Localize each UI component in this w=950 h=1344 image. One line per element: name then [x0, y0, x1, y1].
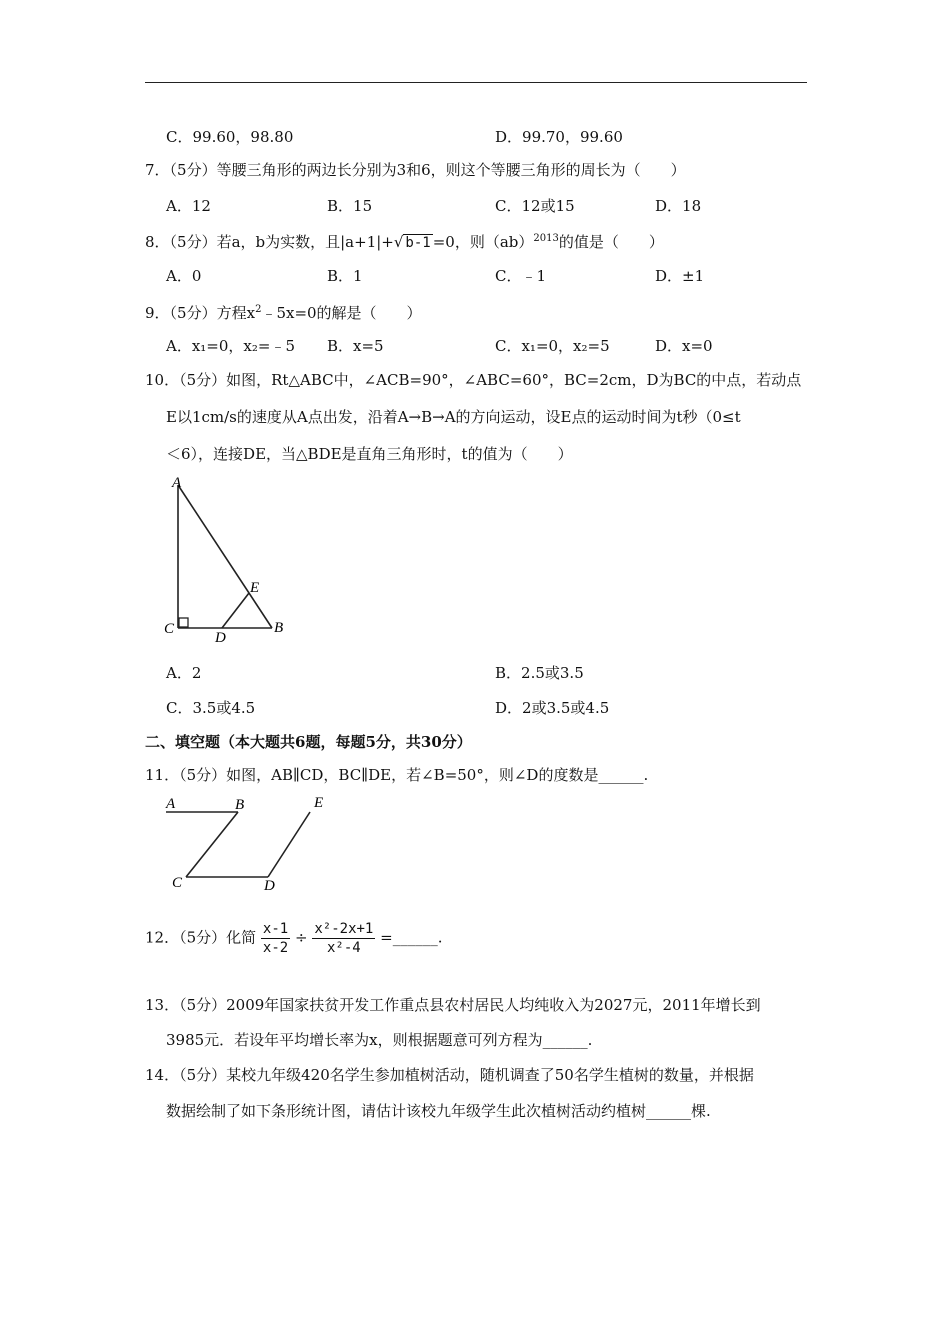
q8-stem — [145, 229, 664, 253]
header-rule — [145, 82, 807, 83]
q8-exponent: 2013 — [533, 233, 559, 244]
q8-option-a: A．0 — [166, 267, 202, 285]
q8-option-d: D．±1 — [655, 267, 705, 285]
q10-label-c: C — [164, 621, 175, 637]
q10-stem-line3: ＜6），连接DE，当△BDE是直角三角形时，t的值为（ ） — [166, 445, 573, 463]
q13-stem-line1: 13．（5分）2009年国家扶贫开发工作重点县农村居民人均纯收入为2027元，2011年增长到 — [145, 996, 761, 1014]
q10-label-b: B — [274, 620, 284, 636]
q7-option-a: A．12 — [166, 197, 211, 215]
q10-stem-line2: E以1cm/s的速度从A点出发，沿着A→B→A的方向运动，设E点的运动时间为t秒（0≤t — [166, 408, 741, 426]
q10-right-angle-mark — [179, 618, 188, 627]
q7-stem: 7．（5分）等腰三角形的两边长分别为3和6，则这个等腰三角形的周长为（ ） — [145, 161, 686, 179]
q11-stem: 11．（5分）如图，AB∥CD，BC∥DE，若∠B=50°，则∠D的度数是______. — [145, 766, 649, 784]
q11-line-bc — [186, 812, 238, 877]
q11-label-d: D — [264, 878, 275, 894]
q10-option-c: C．3.5或4.5 — [166, 699, 256, 717]
q9-option-d: D．x=0 — [655, 337, 713, 355]
q10-stem-line1: 10．（5分）如图，Rt△ABC中，∠ACB=90°，∠ABC=60°，BC=2cm，D为BC的中点，若动点 — [145, 371, 802, 389]
q8-stem-pre: 8．（5分）若a，b为实数，且|a+1|+√ — [145, 233, 404, 251]
q7-option-c: C．12或15 — [495, 197, 575, 215]
q10-option-b: B．2.5或3.5 — [495, 664, 584, 682]
q11-line-de — [268, 812, 310, 877]
q9-exponent: 2 — [255, 304, 262, 315]
q11-label-a: A — [166, 796, 176, 812]
q10-label-e: E — [250, 580, 260, 596]
q7-option-d: D．18 — [655, 197, 702, 215]
q12-prefix: 12．（5分）化简 — [145, 928, 257, 947]
q8-stem-post: =0，则（ab） — [432, 233, 534, 251]
q10-triangle-figure — [160, 470, 300, 645]
q9-stem-pre: 9．（5分）方程x — [145, 304, 256, 322]
q7-option-b: B．15 — [327, 197, 373, 215]
q8-radicand: b-1 — [405, 235, 431, 251]
q9-stem-post: ﹣5x=0的解是（ ） — [261, 304, 422, 322]
q12-fraction-2-denominator: x²-4 — [327, 940, 361, 956]
q14-stem-line2: 数据绘制了如下条形统计图，请估计该校九年级学生此次植树活动约植树______棵. — [166, 1102, 711, 1120]
q12-fraction-1 — [261, 920, 290, 957]
q8-option-c: C．﹣1 — [495, 267, 547, 285]
q10-label-d: D — [215, 630, 226, 645]
q8-stem-end: 的值是（ ） — [558, 233, 664, 251]
q10-segment-de — [222, 593, 249, 628]
q13-stem-line2: 3985元．若设年平均增长率为x，则根据题意可列方程为______. — [166, 1031, 593, 1049]
q12-divide-sign: ÷ — [295, 928, 308, 947]
q9-option-a: A．x₁=0，x₂=﹣5 — [166, 337, 296, 355]
q10-option-a: A．2 — [166, 664, 202, 682]
q6-option-d: D．99.70，99.60 — [495, 128, 623, 146]
q12-stem — [145, 920, 443, 957]
q6-option-c: C．99.60，98.80 — [166, 128, 294, 146]
q12-fraction-1-denominator: x-2 — [262, 940, 289, 956]
q11-label-c: C — [172, 875, 183, 891]
q9-option-c: C．x₁=0，x₂=5 — [495, 337, 610, 355]
q11-label-e: E — [314, 795, 324, 811]
q9-option-b: B．x=5 — [327, 337, 384, 355]
q8-option-b: B．1 — [327, 267, 363, 285]
section-2-title: 二、填空题（本大题共6题，每题5分，共30分） — [145, 733, 472, 751]
q12-fraction-1-numerator: x-1 — [262, 921, 289, 937]
q12-fraction-2-numerator: x²-2x+1 — [314, 921, 374, 937]
q11-parallel-figure — [160, 790, 340, 895]
q10-label-a: A — [172, 475, 182, 491]
q11-label-b: B — [235, 797, 245, 813]
q12-suffix: =______. — [380, 928, 443, 947]
q10-side-ab — [178, 485, 272, 628]
q12-fraction-2 — [312, 920, 375, 957]
q9-stem — [145, 300, 422, 323]
q10-option-d: D．2或3.5或4.5 — [495, 699, 610, 717]
q14-stem-line1: 14．（5分）某校九年级420名学生参加植树活动，随机调查了50名学生植树的数量，并根据 — [145, 1066, 754, 1084]
